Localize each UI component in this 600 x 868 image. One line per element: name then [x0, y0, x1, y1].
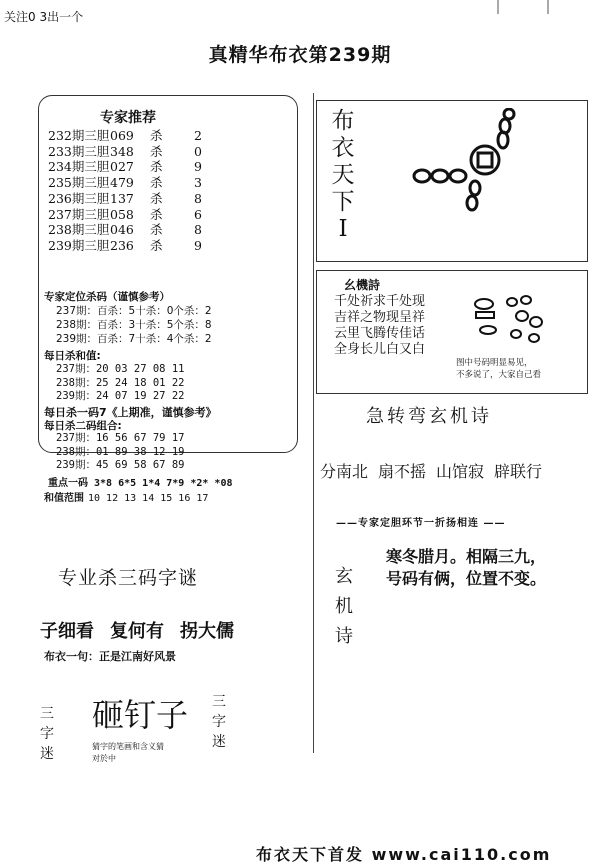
buyi-vertical-text: 布衣天下I: [331, 108, 355, 242]
footer-text: 布衣天下首发 www.cai110.com: [256, 845, 552, 864]
position-row: 239期：百杀：7十杀：4个杀：2: [56, 333, 212, 345]
mystic-line: 号码有俩，位置不变。: [386, 569, 547, 588]
poem-line: 吉祥之物现呈祥: [334, 310, 426, 325]
expert-row: 238期三胆046 杀 8: [48, 222, 202, 238]
position-row: 237期：百杀：5十杀：0个杀：2: [56, 305, 212, 317]
shape-drawing-icon: [405, 108, 535, 218]
phrase: 辟联行: [494, 462, 543, 481]
phrase: 分南北: [320, 462, 369, 481]
sum-row: 238期：25 24 18 01 22: [56, 376, 185, 389]
poem-note: 不多说了，大家自己看: [456, 370, 542, 380]
corner-marks: [490, 0, 560, 16]
expert-row: 236期三胆137 杀 8: [48, 190, 202, 206]
phrase: 山馆寂: [436, 462, 485, 481]
focus-line: 重点一码 3*8 6*5 1*4 7*9 *2* *08: [48, 478, 233, 489]
range-label: 和值范围: [44, 493, 84, 504]
poem-title: 幺機詩: [344, 278, 381, 292]
expert-row: 239期三胆236 杀 9: [48, 237, 202, 253]
phrase-line: [320, 459, 542, 482]
sum-row: 237期：20 03 27 08 11: [56, 363, 185, 375]
expert-row: 235期三胆479 杀 3: [48, 175, 202, 191]
expert-row: 234期三胆027 杀 9: [48, 159, 202, 175]
poem-note: 图中号码明显易见，: [456, 358, 533, 368]
kill-two-row: 239期：45 69 58 67 89: [56, 459, 185, 471]
riddle-words: [40, 617, 250, 643]
kill-two-title: 每日杀二码组合:: [44, 420, 122, 432]
kill-two-row: 238期：01 89 38 12 19: [56, 445, 185, 458]
mystic-label: 玄机诗: [335, 566, 353, 647]
position-row: 238期：百杀：3十杀：5个杀：8: [56, 319, 212, 331]
riddle-hint: 对於中: [92, 754, 116, 763]
buyi-line: 布衣一句：正是江南好风景: [44, 650, 176, 663]
sum-title: 每日杀和值:: [44, 350, 101, 362]
expert-row: 233期三胆348 杀 0: [48, 143, 202, 159]
position-title: 专家定位杀码（谨慎参考）: [44, 291, 170, 303]
riddle-label-left: 三字迷: [40, 706, 54, 762]
mystic-line: 寒冬腊月。相隔三九，: [386, 547, 547, 566]
expert-row: 232期三胆069 杀 2: [48, 128, 202, 143]
kill-two-row: 237期：16 56 67 79 17: [56, 432, 185, 444]
poem-lines: [334, 294, 425, 358]
poem-line: 千处祈求千处现: [334, 294, 426, 309]
poem-drawing-icon: [464, 290, 554, 350]
riddle-word: 子细看: [40, 621, 94, 642]
riddle-label-right: 三字迷: [212, 694, 226, 750]
page-title: 真精华布衣第239期: [208, 44, 392, 66]
range-values: 10 12 13 14 15 16 17: [88, 493, 209, 504]
sum-row: 239期：24 07 19 27 22: [56, 390, 185, 402]
riddle-hint: 猜字的笔画和含义猜: [92, 742, 164, 751]
kill-one-title: 每日杀一码7《上期准，谨慎参考》: [44, 406, 217, 419]
expert-row: 237期三胆058 杀 6: [48, 206, 202, 222]
riddle-word: 复何有: [110, 621, 164, 642]
phrase: 扇不摇: [378, 462, 427, 481]
expert-banner: ——专家定胆环节一折扬相连 ——: [336, 518, 506, 529]
riddle-title: 专业杀三码字谜: [58, 567, 199, 589]
expert-title: 专家推荐: [100, 110, 156, 126]
position-list: [56, 304, 212, 346]
kill-two-list: [56, 432, 184, 473]
poem-line: 全身长儿白又白: [334, 342, 426, 357]
riddle-big-chars: 砸钉子: [92, 696, 189, 734]
column-divider: [313, 93, 314, 753]
top-note: 关注0 3出一个: [4, 10, 84, 24]
riddle-poem-title: 急转弯玄机诗: [366, 406, 492, 427]
range-line: [44, 489, 208, 504]
expert-list: [48, 128, 202, 254]
riddle-word: 拐大儒: [180, 621, 234, 642]
mystic-lines: [386, 546, 546, 590]
sum-list: [56, 363, 184, 404]
poem-line: 云里飞腾传佳话: [334, 326, 426, 341]
